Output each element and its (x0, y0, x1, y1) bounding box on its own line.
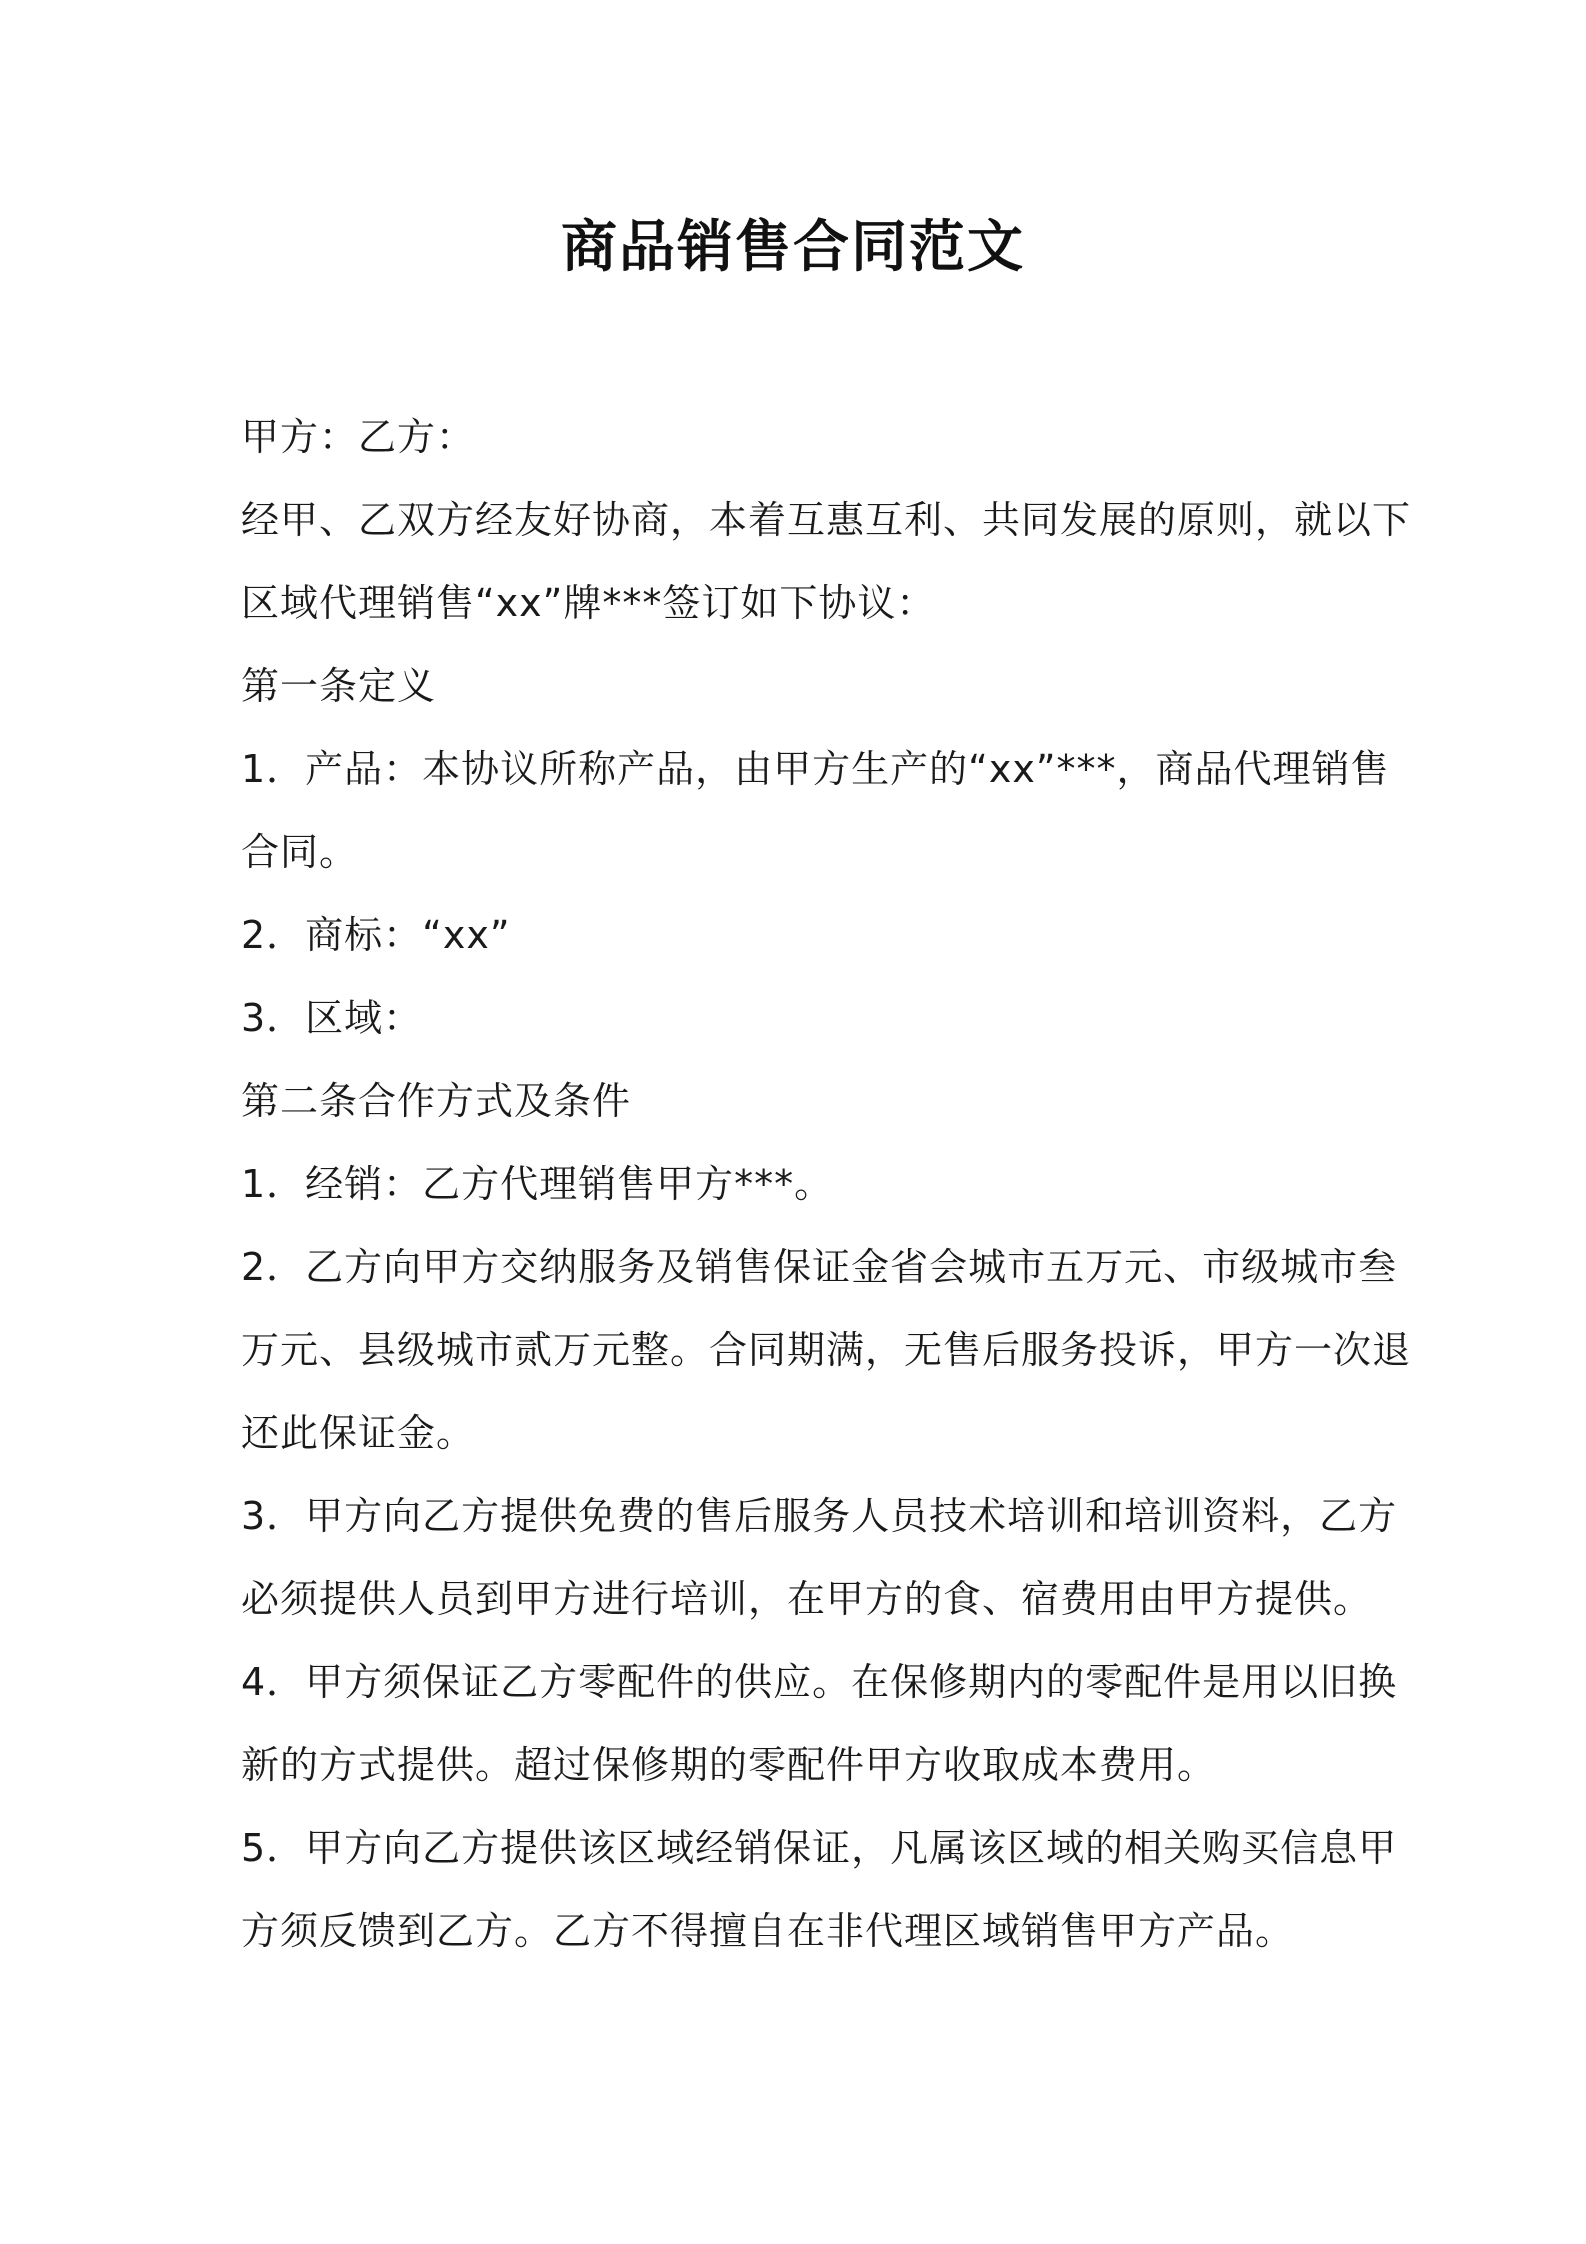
article-1-item-2: 2．商标：“xx” (241, 913, 511, 957)
preamble-line-1: 经甲、乙双方经友好协商，本着互惠互利、共同发展的原则，就以下 (241, 498, 1412, 542)
article-2-item-3-line-1: 3．甲方向乙方提供免费的售后服务人员技术培训和培训资料，乙方 (241, 1494, 1398, 1538)
article-1-heading: 第一条定义 (241, 664, 437, 708)
preamble-line-2: 区域代理销售“xx”牌***签订如下协议： (241, 581, 936, 625)
article-2-item-2-line-1: 2．乙方向甲方交纳服务及销售保证金省会城市五万元、市级城市叁 (241, 1245, 1398, 1289)
article-2-item-5-line-2: 方须反馈到乙方。乙方不得擅自在非代理区域销售甲方产品。 (241, 1909, 1295, 1953)
article-2-item-2-line-2: 万元、县级城市贰万元整。合同期满，无售后服务投诉，甲方一次退 (241, 1328, 1412, 1372)
party-line: 甲方：乙方： (241, 415, 476, 459)
article-2-item-2-line-3: 还此保证金。 (241, 1411, 476, 1455)
document-title: 商品销售合同范文 (561, 215, 1025, 280)
article-2-item-4-line-1: 4．甲方须保证乙方零配件的供应。在保修期内的零配件是用以旧换 (241, 1660, 1398, 1704)
article-1-item-1-line-2: 合同。 (241, 830, 359, 874)
article-2-item-4-line-2: 新的方式提供。超过保修期的零配件甲方收取成本费用。 (241, 1743, 1217, 1787)
article-2-heading: 第二条合作方式及条件 (241, 1079, 632, 1123)
article-1-item-1-line-1: 1．产品：本协议所称产品，由甲方生产的“xx”***，商品代理销售 (241, 747, 1390, 791)
article-2-item-1: 1．经销：乙方代理销售甲方***。 (241, 1162, 834, 1206)
article-1-item-3: 3．区域： (241, 996, 423, 1040)
article-2-item-3-line-2: 必须提供人员到甲方进行培训，在甲方的食、宿费用由甲方提供。 (241, 1577, 1373, 1621)
article-2-item-5-line-1: 5．甲方向乙方提供该区域经销保证，凡属该区域的相关购买信息甲 (241, 1826, 1398, 1870)
document-body (241, 396, 1412, 1973)
